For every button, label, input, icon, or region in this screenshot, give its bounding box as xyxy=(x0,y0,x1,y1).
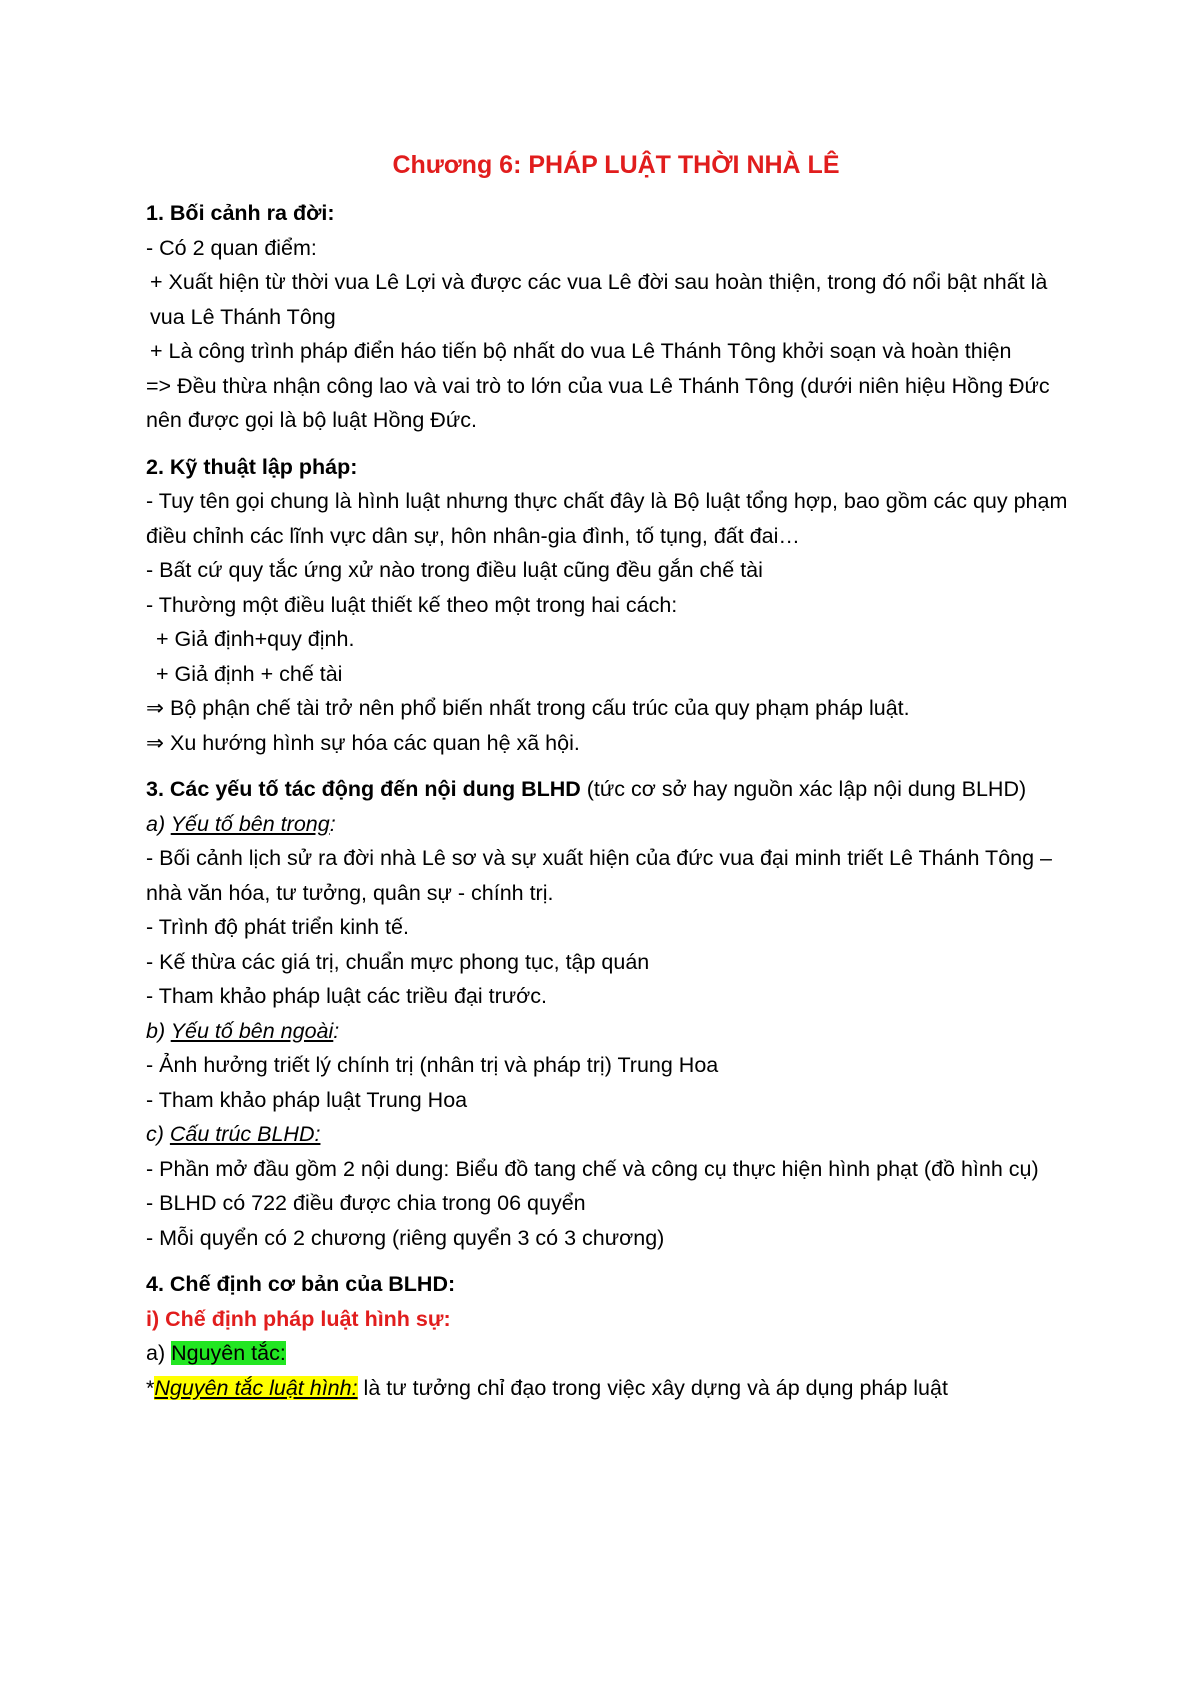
paragraph: - Tham khảo pháp luật các triều đại trước. xyxy=(146,984,547,1008)
paragraph: + Giả định+quy định. xyxy=(156,627,355,651)
document-page xyxy=(146,146,1086,1405)
paragraph: ⇒ Bộ phận chế tài trở nên phổ biến nhất trong cấu trúc của quy phạm pháp luật. xyxy=(146,696,910,720)
paragraph: => Đều thừa nhận công lao và vai trò to lớn của vua Lê Thánh Tông (dưới niên hiệu Hồng Đức nên được gọi là bộ luật Hồng Đức. xyxy=(146,373,1050,432)
paragraph: - Thường một điều luật thiết kế theo một trong hai cách: xyxy=(146,592,678,617)
paragraph: - Bất cứ quy tắc ứng xử nào trong điều luật cũng đều gắn chế tài xyxy=(146,558,763,582)
paragraph: + Giả định + chế tài xyxy=(156,661,343,686)
paragraph: - Ảnh hưởng triết lý chính trị (nhân trị và pháp trị) Trung Hoa xyxy=(146,1053,719,1077)
section-1 xyxy=(146,196,1086,438)
page-title: Chương 6: PHÁP LUẬT THỜI NHÀ LÊ xyxy=(392,151,840,179)
section-2 xyxy=(146,450,1086,761)
paragraph: + Là công trình pháp điển háo tiến bộ nhất do vua Lê Thánh Tông khởi soạn và hoàn thiện xyxy=(150,339,1012,363)
subheading-suffix: : xyxy=(333,1018,340,1043)
highlighted-label: Nguyên tắc: xyxy=(171,1341,286,1365)
subheading-label: Yếu tố bên ngoài xyxy=(170,1018,334,1043)
paragraph: + Xuất hiện từ thời vua Lê Lợi và được các vua Lê đời sau hoàn thiện, trong đó nổi bật nhất là vua Lê Thánh Tông xyxy=(150,270,1048,329)
section-2-heading: 2. Kỹ thuật lập pháp: xyxy=(146,454,358,479)
paragraph: - Tham khảo pháp luật Trung Hoa xyxy=(146,1087,468,1112)
paragraph: - Bối cảnh lịch sử ra đời nhà Lê sơ và sự xuất hiện của đức vua đại minh triết Lê Thánh Tông – nhà văn hóa, tư tưởng, quân sự - chính trị. xyxy=(146,846,1052,905)
subheading-prefix: a) xyxy=(146,1341,172,1365)
subheading-suffix: : xyxy=(329,811,336,836)
section-3-heading-note: (tức cơ sở hay nguồn xác lập nội dung BLHD) xyxy=(580,777,1027,801)
paragraph: - BLHD có 722 điều được chia trong 06 quyển xyxy=(146,1191,586,1215)
subsection-heading: i) Chế định pháp luật hình sự: xyxy=(146,1306,451,1331)
subheading-c xyxy=(146,1117,1086,1152)
subheading-label: Cấu trúc BLHD: xyxy=(169,1122,321,1146)
subheading-a xyxy=(146,1336,1086,1371)
paragraph: - Kế thừa các giá trị, chuẩn mực phong tục, tập quán xyxy=(146,949,650,974)
subheading-prefix: a) xyxy=(146,811,171,836)
paragraph: - Mỗi quyển có 2 chương (riêng quyển 3 có 3 chương) xyxy=(146,1225,665,1250)
section-3-heading-line xyxy=(146,772,1086,807)
subheading-prefix: c) xyxy=(146,1122,170,1146)
bullet-star: * xyxy=(146,1375,155,1400)
section-4 xyxy=(146,1267,1086,1405)
subheading-label: Yếu tố bên trong xyxy=(170,811,330,836)
paragraph: - Trình độ phát triển kinh tế. xyxy=(146,915,409,939)
subheading-a xyxy=(146,807,1086,842)
paragraph: - Tuy tên gọi chung là hình luật nhưng thực chất đây là Bộ luật tổng hợp, bao gồm các quy phạm điều chỉnh các lĩnh vực dân sự, hôn nhân-gia đình, tố tụng, đất đai… xyxy=(146,489,1068,548)
section-1-heading: 1. Bối cảnh ra đời: xyxy=(146,201,335,225)
section-4-heading: 4. Chế định cơ bản của BLHD: xyxy=(146,1272,456,1296)
highlighted-term: Nguyên tắc luật hình: xyxy=(154,1375,358,1400)
subheading-b xyxy=(146,1014,1086,1049)
paragraph: - Phần mở đầu gồm 2 nội dung: Biểu đồ tang chế và công cụ thực hiện hình phạt (đồ hình cụ) xyxy=(146,1156,1039,1181)
paragraph: - Có 2 quan điểm: xyxy=(146,235,317,260)
paragraph xyxy=(146,1371,1086,1406)
definition-text: là tư tưởng chỉ đạo trong việc xây dựng và áp dụng pháp luật xyxy=(357,1375,948,1400)
subheading-prefix: b) xyxy=(146,1018,171,1043)
section-3-heading: 3. Các yếu tố tác động đến nội dung BLHD xyxy=(146,777,581,801)
section-3 xyxy=(146,772,1086,1255)
paragraph: ⇒ Xu hướng hình sự hóa các quan hệ xã hội. xyxy=(146,730,580,755)
